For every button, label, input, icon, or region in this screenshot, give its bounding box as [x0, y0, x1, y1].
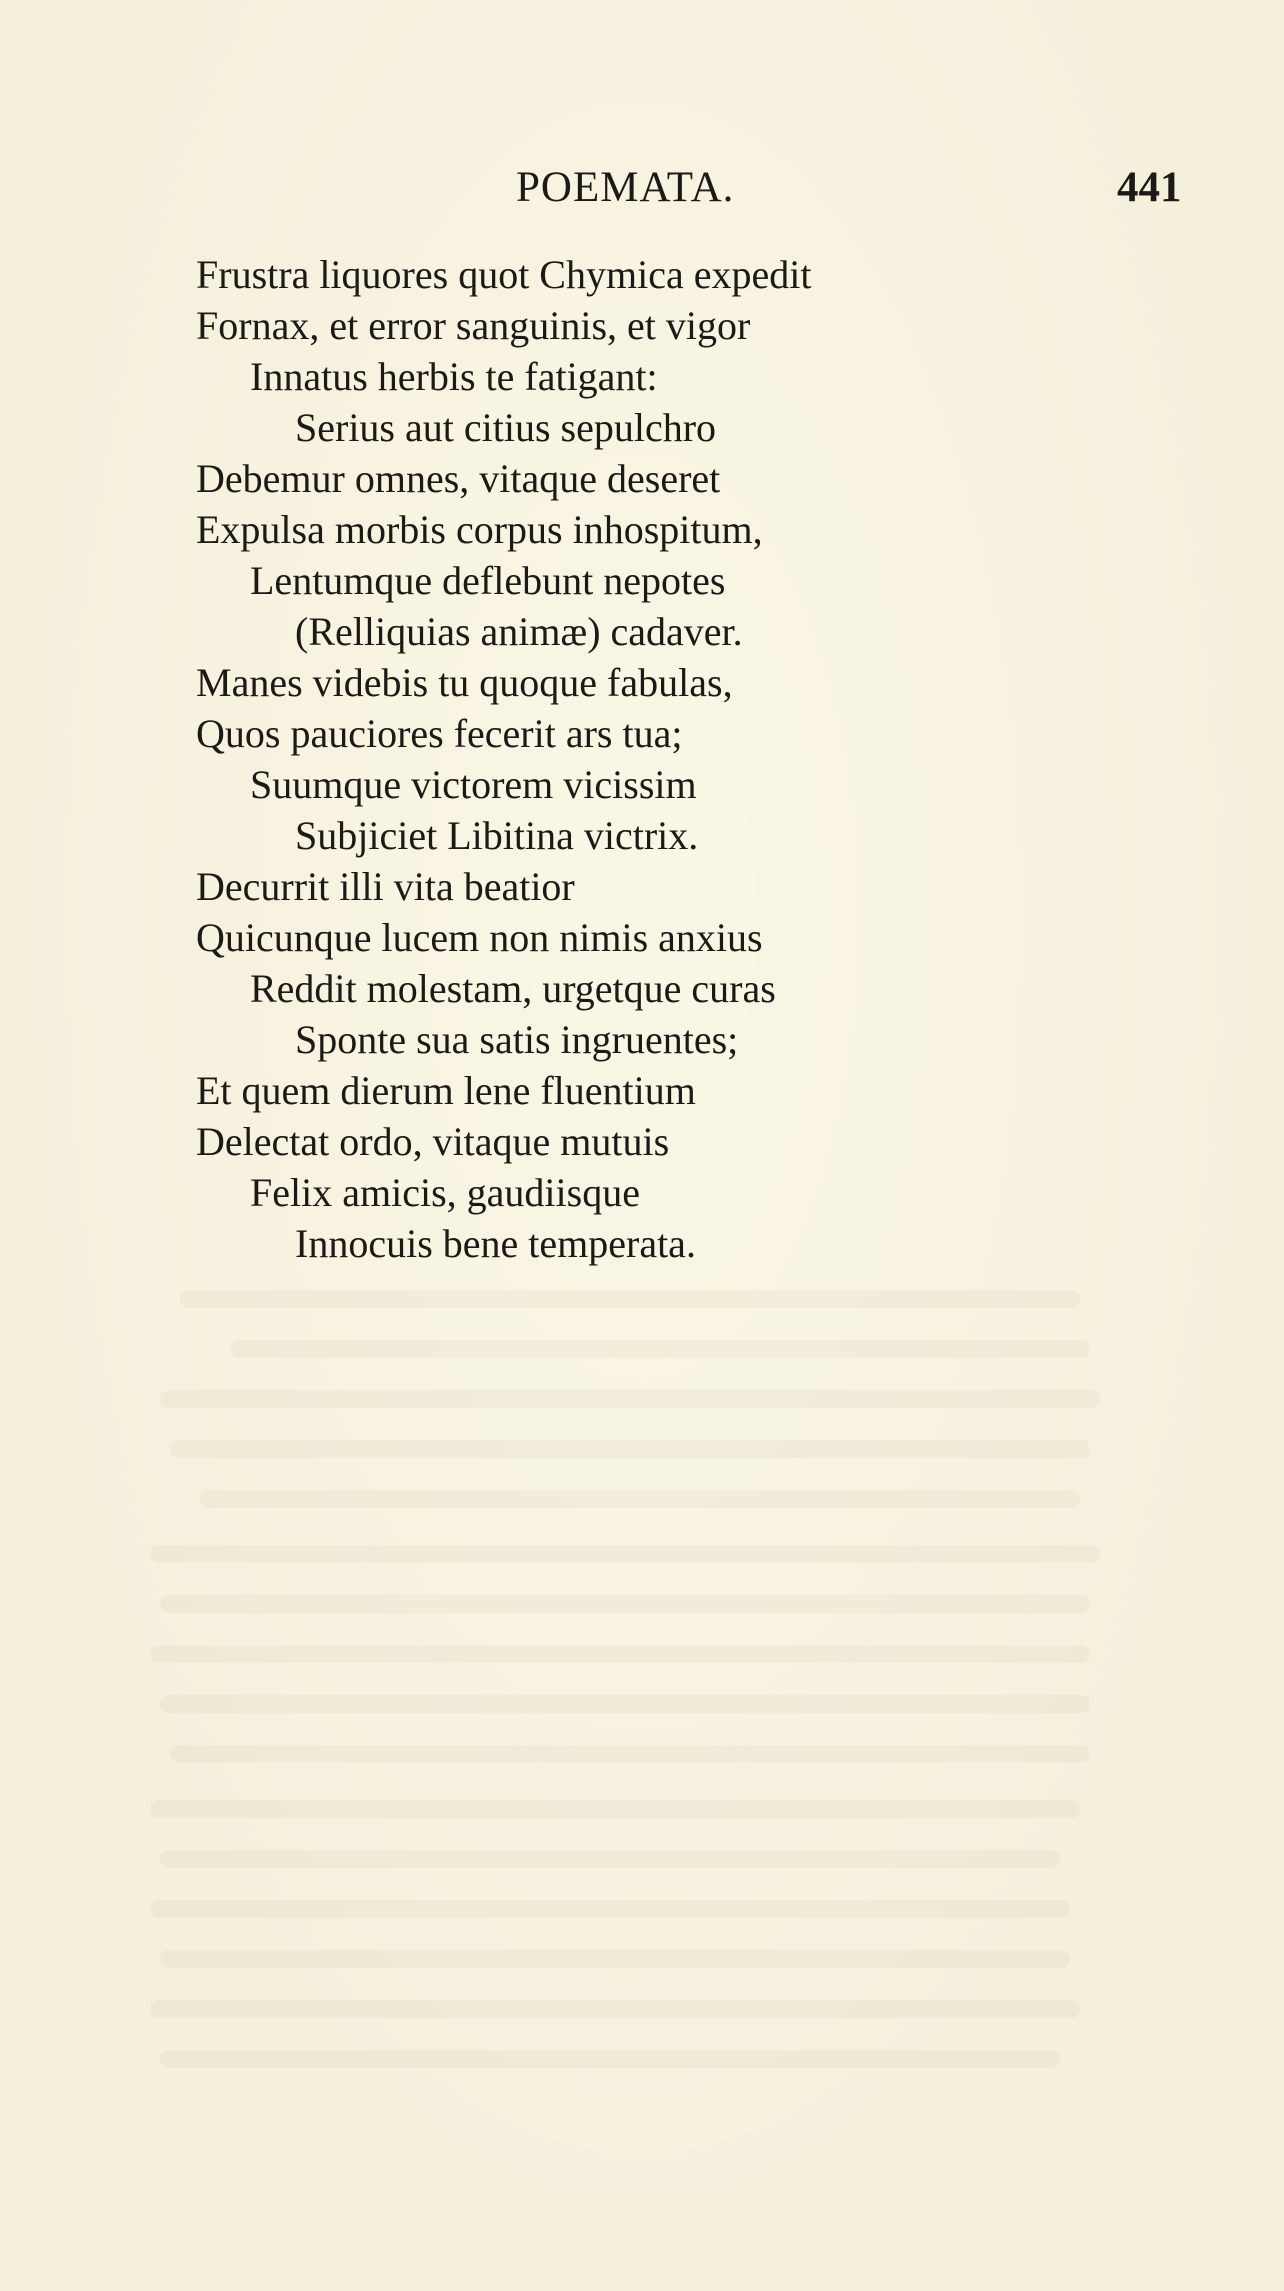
- poem-line: Lentumque deflebunt nepotes: [250, 558, 726, 603]
- poem-line: (Relliquias animæ) cadaver.: [295, 609, 743, 654]
- poem-line: Fornax, et error sanguinis, et vigor: [196, 303, 751, 348]
- running-title: POEMATA.: [516, 164, 735, 211]
- poem-line: Et quem dierum lene fluentium: [196, 1068, 696, 1113]
- poem-line: Manes videbis tu quoque fabulas,: [196, 660, 733, 705]
- poem-line: Expulsa morbis corpus inhospitum,: [196, 507, 763, 552]
- poem-line: Quos pauciores fecerit ars tua;: [196, 711, 683, 756]
- poem-line: Reddit molestam, urgetque curas: [250, 966, 776, 1011]
- page-number: 441: [1117, 164, 1182, 211]
- poem-line: Innatus herbis te fatigant:: [250, 354, 658, 399]
- poem-line: Suumque victorem vicissim: [250, 762, 697, 807]
- poem-line: Decurrit illi vita beatior: [196, 864, 575, 909]
- poem-line: Debemur omnes, vitaque deseret: [196, 456, 721, 501]
- poem-line: Frustra liquores quot Chymica expedit: [196, 252, 812, 297]
- poem-line: Serius aut citius sepulchro: [295, 405, 717, 450]
- poem-line: Felix amicis, gaudiisque: [250, 1170, 640, 1215]
- poem-line: Delectat ordo, vitaque mutuis: [196, 1119, 670, 1164]
- page-header: [0, 158, 1284, 218]
- poem-line: Sponte sua satis ingruentes;: [295, 1017, 739, 1062]
- poem-line: Quicunque lucem non nimis anxius: [196, 915, 763, 960]
- poem-line: Innocuis bene temperata.: [295, 1221, 696, 1266]
- poem-line: Subjiciet Libitina victrix.: [295, 813, 699, 858]
